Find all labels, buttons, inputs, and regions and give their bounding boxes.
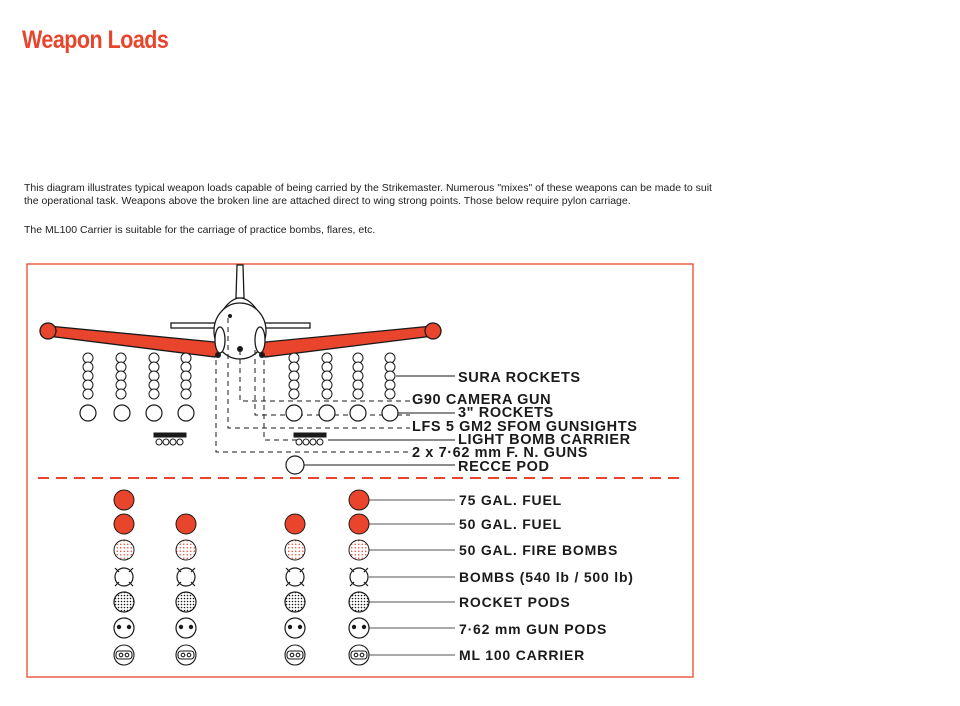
light-bomb-carrier-right [294, 433, 326, 445]
label-fn-guns: 2 x 7·62 mm F. N. GUNS [412, 445, 588, 461]
gunsight-point [228, 314, 232, 318]
label-recce-pod: RECCE POD [458, 459, 550, 475]
left-intake [215, 327, 225, 353]
label-3in-rockets: 3" ROCKETS [458, 405, 554, 421]
label-gun-pods: 7·62 mm GUN PODS [459, 621, 608, 637]
fuel-75-row [114, 490, 369, 510]
label-fuel-75: 75 GAL. FUEL [459, 492, 562, 508]
intro-note: The ML100 Carrier is suitable for the carriage of practice bombs, flares, etc. [24, 224, 376, 236]
label-g90-camera-gun: G90 CAMERA GUN [412, 392, 552, 408]
label-fuel-50: 50 GAL. FUEL [459, 516, 562, 532]
label-fire-bombs: 50 GAL. FIRE BOMBS [459, 542, 619, 558]
intro-paragraph: This diagram illustrates typical weapon loads capable of being carried by the Strikemaster. Numerous "mixes" of these weapons can be made to suit the operational task. Weapons above the broken line are attached direct to wing strong points. Those below require pylon carriage. [24, 182, 712, 207]
left-wheel [215, 352, 221, 358]
right-intake [255, 327, 265, 353]
right-wingtip-tank [425, 323, 441, 339]
fuel-50-row [114, 514, 369, 534]
fire-bombs-row [114, 540, 369, 560]
label-sura-rockets: SURA ROCKETS [458, 370, 581, 386]
label-bombs: BOMBS (540 lb / 500 lb) [459, 569, 634, 585]
aircraft-front-view [40, 265, 441, 359]
left-wingtip-tank [40, 323, 56, 339]
right-wing [255, 326, 433, 357]
rockets-3in-group [80, 405, 398, 421]
label-lfs5-gunsights: LFS 5 GM2 SFOM GUNSIGHTS [412, 419, 638, 435]
ml100-carrier-row [114, 645, 369, 665]
gun-pods-row [114, 618, 369, 638]
label-ml100-carrier: ML 100 CARRIER [459, 647, 586, 663]
label-rocket-pods: ROCKET PODS [459, 594, 571, 610]
diagram-frame [27, 264, 693, 677]
tail-fin [236, 265, 244, 298]
page-title: Weapon Loads [22, 26, 169, 54]
rocket-pods-row [114, 592, 369, 612]
sura-rockets-right [289, 353, 395, 399]
label-light-bomb-carrier: LIGHT BOMB CARRIER [458, 432, 631, 448]
right-wheel [259, 352, 265, 358]
left-wing [48, 326, 225, 357]
sura-rockets-group [83, 353, 395, 399]
bombs-row [115, 568, 368, 586]
sura-rockets-left [83, 353, 191, 399]
recce-pod-icon [286, 456, 304, 474]
light-bomb-carrier-left [154, 433, 186, 445]
